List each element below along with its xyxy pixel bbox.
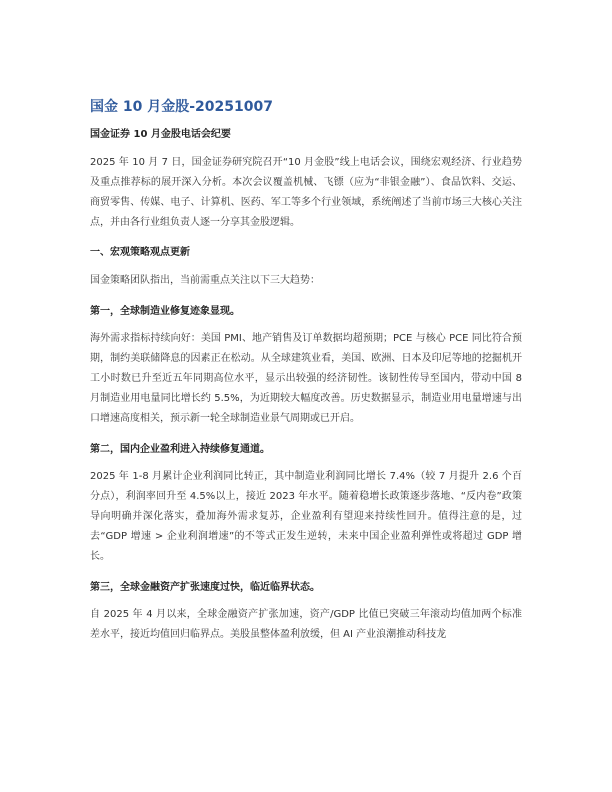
trend-paragraph-3: 自 2025 年 4 月以来，全球金融资产扩张加速，资产/GDP 比值已突破三年滚动均值加两个标准差水平，接近均值回归临界点。美股虽整体盈利放缓，但 AI 产业浪潮推动科技龙 xyxy=(90,609,522,640)
trend-heading-3: 第三，全球金融资产扩张速度过快，临近临界状态。 xyxy=(90,582,320,593)
document-body xyxy=(90,97,522,645)
trend-heading-2: 第二，国内企业盈利进入持续修复通道。 xyxy=(90,444,270,455)
section-lead-paragraph: 国金策略团队指出，当前需重点关注以下三大趋势： xyxy=(90,275,320,286)
trend-heading-1: 第一，全球制造业修复迹象显现。 xyxy=(90,306,240,317)
document-subtitle: 国金证券 10 月金股电话会纪要 xyxy=(90,129,231,140)
trend-paragraph-1: 海外需求指标持续向好：美国 PMI、地产销售及订单数据均超预期；PCE 与核心 PCE 同比符合预期，制约美联储降息的因素正在松动。从全球建筑业看，美国、欧洲、日本及印尼等地的挖掘机开工小时数已升至近五年同期高位水平，显示出较强的经济韧性。该韧性传导至国内，带动中国 8 月制造业用电量同比增长约 5.5%，为近期较大幅度改善。历史数据显示，制造业用电量增速与出口增速高度相关，预示新一轮全球制造业景气周期或已开启。 xyxy=(90,333,522,424)
trend-paragraph-2: 2025 年 1-8 月累计企业利润同比转正，其中制造业利润同比增长 7.4%（较 7 月提升 2.6 个百分点），利润率回升至 4.5%以上，接近 2023 年水平。随着稳增长政策逐步落地、“反内卷”政策导向明确并深化落实，叠加海外需求复苏，企业盈利有望迎来持续性回升。值得注意的是，过去“GDP 增速 > 企业利润增速”的不等式正发生逆转，未来中国企业盈利弹性或将超过 GDP 增长。 xyxy=(90,471,522,562)
document-title: 国金 10 月金股-20251007 xyxy=(90,99,273,115)
section-heading-macro-strategy: 一、宏观策略观点更新 xyxy=(90,247,190,258)
intro-paragraph: 2025 年 10 月 7 日，国金证券研究院召开“10 月金股”线上电话会议，围绕宏观经济、行业趋势及重点推荐标的展开深入分析。本次会议覆盖机械、飞镖（应为“非银金融”）、食品饮料、交运、商贸零售、传媒、电子、计算机、医药、军工等多个行业领域，系统阐述了当前市场三大核心关注点，并由各行业组负责人逐一分享其金股逻辑。 xyxy=(90,157,522,228)
